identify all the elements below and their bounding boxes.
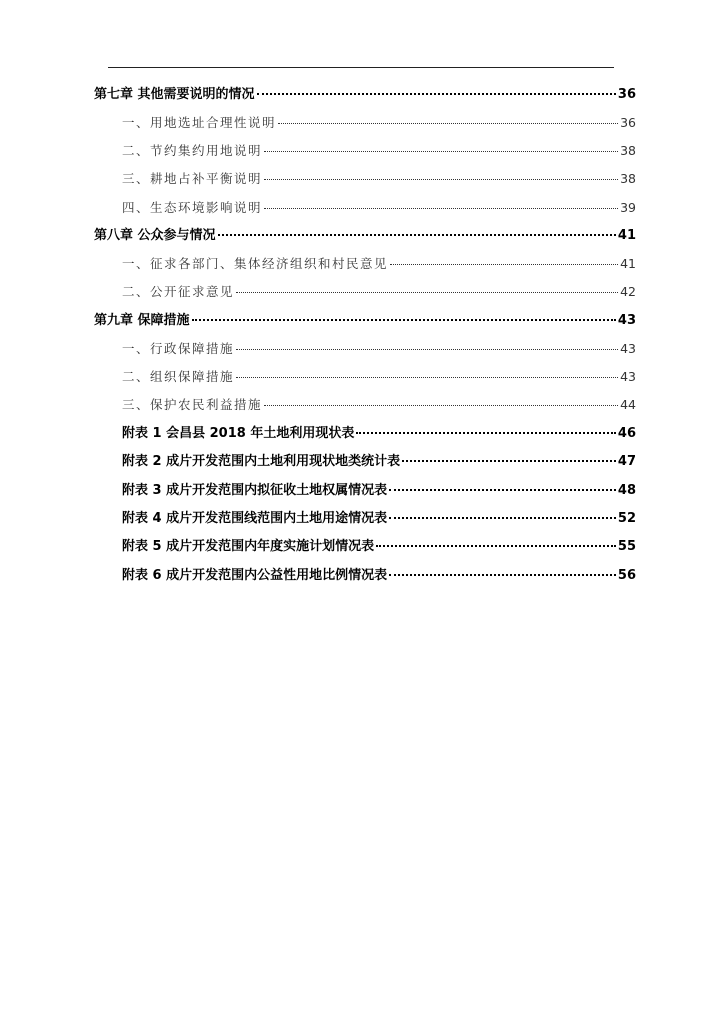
toc-entry-label: 一、征求各部门、集体经济组织和村民意见	[122, 256, 389, 271]
toc-entry-label: 附表 2 成片开发范围内土地利用现状地类统计表	[122, 454, 401, 469]
toc-entry-appendix-2[interactable]	[122, 453, 636, 471]
toc-entry-label: 一、用地选址合理性说明	[122, 115, 277, 130]
toc-entry-chapter-7[interactable]	[94, 86, 636, 104]
dot-leader	[218, 234, 616, 236]
toc-entry-label: 二、节约集约用地说明	[122, 143, 263, 158]
dot-leader	[356, 432, 616, 434]
toc-entry-label: 三、保护农民利益措施	[122, 397, 263, 412]
toc-entry-appendix-1[interactable]	[122, 425, 636, 443]
toc-entry-section[interactable]	[122, 368, 636, 386]
dot-leader	[264, 405, 618, 406]
toc-entry-page: 42	[620, 284, 636, 299]
toc-entry-page: 44	[620, 397, 636, 412]
toc-entry-section[interactable]	[122, 170, 636, 188]
toc-entry-page: 43	[620, 369, 636, 384]
toc-entry-label: 二、组织保障措施	[122, 369, 235, 384]
toc-entry-appendix-3[interactable]	[122, 482, 636, 500]
toc-entry-label: 三、耕地占补平衡说明	[122, 171, 263, 186]
dot-leader	[264, 208, 618, 209]
toc-entry-section[interactable]	[122, 283, 636, 301]
toc-entry-label: 二、公开征求意见	[122, 284, 235, 299]
dot-leader	[389, 574, 616, 576]
toc-entry-page: 41	[617, 228, 636, 243]
toc-entry-chapter-8[interactable]	[94, 227, 636, 245]
toc-entry-label: 四、生态环境影响说明	[122, 200, 263, 215]
toc-entry-label: 第七章 其他需要说明的情况	[94, 87, 255, 102]
dot-leader	[389, 517, 616, 519]
dot-leader	[257, 93, 616, 95]
toc-entry-label: 第九章 保障措施	[94, 313, 190, 328]
toc-entry-section[interactable]	[122, 396, 636, 414]
toc-entry-page: 36	[617, 87, 636, 102]
dot-leader	[264, 151, 618, 152]
toc-entry-page: 39	[620, 200, 636, 215]
toc-entry-label: 附表 1 会昌县 2018 年土地利用现状表	[122, 426, 355, 441]
toc-entry-page: 43	[620, 341, 636, 356]
dot-leader	[278, 123, 618, 124]
dot-leader	[192, 319, 616, 321]
toc-entry-section[interactable]	[122, 340, 636, 358]
toc-entry-label: 一、行政保障措施	[122, 341, 235, 356]
toc-entry-page: 52	[617, 511, 636, 526]
toc-entry-chapter-9[interactable]	[94, 312, 636, 330]
dot-leader	[390, 264, 618, 265]
toc-entry-page: 41	[620, 256, 636, 271]
dot-leader	[402, 460, 616, 462]
toc-entry-label: 附表 5 成片开发范围内年度实施计划情况表	[122, 539, 375, 554]
dot-leader	[376, 545, 616, 547]
dot-leader	[264, 179, 618, 180]
toc-entry-page: 43	[617, 313, 636, 328]
dot-leader	[236, 292, 618, 293]
toc-entry-page: 55	[617, 539, 636, 554]
toc-entry-label: 附表 6 成片开发范围内公益性用地比例情况表	[122, 568, 388, 583]
toc-entry-appendix-6[interactable]	[122, 567, 636, 585]
toc-entry-label: 附表 4 成片开发范围线范围内土地用途情况表	[122, 511, 388, 526]
dot-leader	[236, 377, 618, 378]
dot-leader	[236, 349, 618, 350]
toc-entry-page: 36	[620, 115, 636, 130]
toc-entry-appendix-5[interactable]	[122, 538, 636, 556]
toc-entry-label: 第八章 公众参与情况	[94, 228, 216, 243]
toc-entry-section[interactable]	[122, 142, 636, 160]
toc-entry-section[interactable]	[122, 199, 636, 217]
toc-entry-page: 46	[617, 426, 636, 441]
toc-entry-page: 38	[620, 143, 636, 158]
toc-entry-page: 56	[617, 568, 636, 583]
toc-entry-appendix-4[interactable]	[122, 510, 636, 528]
toc-entry-label: 附表 3 成片开发范围内拟征收土地权属情况表	[122, 483, 388, 498]
toc-entry-page: 48	[617, 483, 636, 498]
toc-entry-section[interactable]	[122, 255, 636, 273]
toc-entry-section[interactable]	[122, 114, 636, 132]
dot-leader	[389, 489, 616, 491]
toc-entry-page: 38	[620, 171, 636, 186]
toc-entry-page: 47	[617, 454, 636, 469]
